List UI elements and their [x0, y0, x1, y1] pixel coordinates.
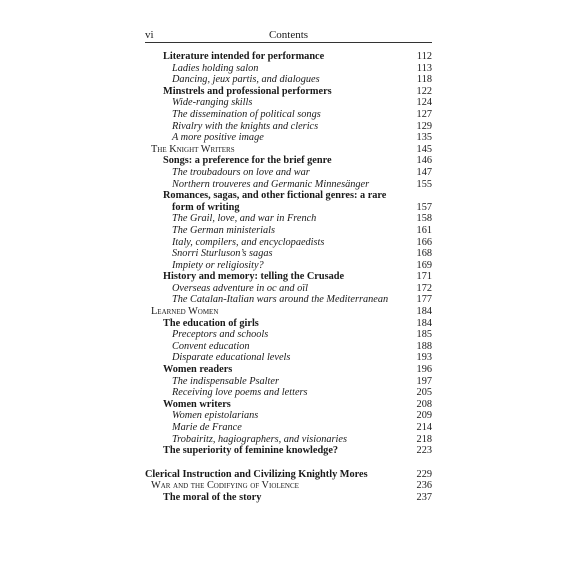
toc-entry-page: 113 — [416, 62, 432, 74]
toc-entry-title: The moral of the story — [163, 491, 262, 503]
toc-entry-title: History and memory: telling the Crusade — [163, 271, 345, 283]
toc-entry-page: 147 — [416, 166, 432, 178]
toc-entry[interactable] — [0, 202, 570, 214]
toc-entry-page: 166 — [416, 236, 432, 248]
toc-entry-page: 208 — [416, 398, 432, 410]
toc-entry[interactable] — [0, 318, 570, 330]
page-number: vi — [145, 29, 154, 41]
toc-entry-title: The German ministerials — [172, 224, 275, 236]
toc-entry-page: 229 — [416, 468, 432, 480]
toc-entry[interactable] — [0, 144, 570, 156]
toc-entry-title: Learned Women — [151, 306, 219, 318]
header-rule — [145, 42, 432, 43]
toc-entry[interactable] — [0, 225, 570, 237]
toc-entry-title: The superiority of feminine knowledge? — [163, 445, 339, 457]
toc-entry[interactable] — [0, 213, 570, 225]
running-header — [145, 28, 432, 42]
toc-entry[interactable] — [0, 294, 570, 306]
toc-entry-title: The education of girls — [163, 317, 259, 329]
toc-entry[interactable] — [0, 341, 570, 353]
toc-entry-title: Dancing, jeux partis, and dialogues — [172, 74, 320, 86]
toc-entry-title: The indispensable Psalter — [172, 375, 279, 387]
toc-entry-page: 171 — [416, 271, 432, 283]
toc-entry-title: Overseas adventure in oc and oïl — [172, 282, 309, 294]
toc-entry[interactable] — [0, 387, 570, 399]
section-gap — [0, 457, 570, 469]
toc-entry-title: Marie de France — [172, 422, 242, 433]
toc-entry-page: 169 — [416, 259, 432, 271]
toc-entry-title: The Knight Writers — [151, 143, 235, 155]
toc-entry[interactable] — [0, 410, 570, 422]
toc-entry-title: Wide-ranging skills — [172, 97, 253, 109]
toc-entry-title: Italy, compilers, and encyclopaedists — [172, 236, 325, 248]
toc-entry-page: 197 — [416, 375, 432, 387]
toc-entry-title: Ladies holding salon — [172, 62, 259, 74]
toc-entry-page: 236 — [416, 480, 432, 492]
toc-entry-title: The dissemination of political songs — [172, 108, 321, 120]
toc-entry-title: Northern trouveres and Germanic Minnesänger — [172, 178, 370, 190]
toc-entry[interactable] — [0, 132, 570, 144]
toc-entry[interactable] — [0, 445, 570, 457]
toc-entry-page: 172 — [416, 282, 432, 294]
toc-entry-page: 205 — [416, 387, 432, 399]
toc-entry-title: Minstrels and professional performers — [163, 85, 332, 97]
toc-entry[interactable] — [0, 109, 570, 121]
toc-entry-page: 223 — [416, 445, 432, 457]
toc-entry-title: form of writing — [172, 201, 240, 213]
toc-entry-page: 237 — [416, 491, 432, 503]
toc-entry-title: Romances, sagas, and other fictional genres: a rare — [163, 190, 387, 202]
toc-entry-title: Convent education — [172, 340, 250, 352]
running-title: Contents — [268, 29, 309, 41]
toc-entry-title: Receiving love poems and letters — [172, 387, 308, 399]
toc-entry[interactable] — [0, 271, 570, 283]
toc-entry-page: 124 — [416, 97, 432, 109]
toc-entry-page: 146 — [416, 155, 432, 167]
toc-entry-page: 127 — [416, 108, 432, 120]
toc-entry[interactable] — [0, 260, 570, 272]
toc-entry-page: 118 — [416, 74, 432, 86]
toc-entry[interactable] — [0, 364, 570, 376]
toc-entry-page: 145 — [416, 143, 432, 155]
toc-entry[interactable] — [0, 248, 570, 260]
table-of-contents — [0, 51, 570, 504]
toc-entry[interactable] — [0, 306, 570, 318]
toc-entry[interactable] — [0, 86, 570, 98]
toc-entry[interactable] — [0, 190, 570, 202]
toc-entry[interactable] — [0, 352, 570, 364]
toc-entry[interactable] — [0, 399, 570, 411]
toc-entry-page: 158 — [416, 213, 432, 225]
toc-entry[interactable] — [0, 167, 570, 179]
toc-entry-page: 184 — [416, 317, 432, 329]
toc-entry[interactable] — [0, 422, 570, 434]
toc-entry[interactable] — [0, 329, 570, 341]
toc-entry-title: Women epistolarians — [172, 410, 259, 422]
toc-entry[interactable] — [0, 376, 570, 388]
toc-entry-page: 168 — [416, 248, 432, 260]
toc-entry-page: 135 — [416, 132, 432, 144]
toc-entry-page: 209 — [416, 410, 432, 422]
toc-entry-page: 122 — [416, 85, 432, 97]
toc-entry-title: War and the Codifying of Violence — [151, 480, 299, 492]
toc-entry[interactable] — [0, 283, 570, 295]
toc-entry[interactable] — [0, 480, 570, 492]
toc-entry-page: 157 — [416, 201, 432, 213]
toc-entry-page: 185 — [416, 329, 432, 341]
toc-entry[interactable] — [0, 63, 570, 75]
toc-entry-title: The Grail, love, and war in French — [172, 213, 317, 225]
toc-entry-page: 177 — [416, 294, 432, 306]
toc-entry-title: Impiety or religiosity? — [172, 259, 264, 271]
toc-entry-page: 155 — [416, 178, 432, 190]
toc-entry-title: Clerical Instruction and Civilizing Knightly Mores — [145, 468, 368, 480]
toc-entry-title: Songs: a preference for the brief genre — [163, 155, 332, 167]
toc-entry[interactable] — [0, 179, 570, 191]
toc-entry[interactable] — [0, 492, 570, 504]
toc-entry-title: Rivalry with the knights and clerics — [172, 120, 319, 132]
toc-entry-page: 214 — [416, 422, 432, 433]
toc-entry-page: 218 — [416, 433, 432, 445]
toc-entry[interactable] — [0, 51, 570, 63]
toc-entry-title: The troubadours on love and war — [172, 166, 310, 178]
toc-entry-title: Preceptors and schools — [172, 329, 269, 341]
toc-entry-page: 188 — [416, 340, 432, 352]
toc-entry[interactable] — [0, 469, 570, 481]
toc-entry-page: 193 — [416, 352, 432, 364]
toc-entry-title: Women readers — [163, 364, 233, 376]
toc-entry[interactable] — [0, 74, 570, 86]
toc-entry-page: 196 — [416, 364, 432, 376]
toc-entry-page: 129 — [416, 120, 432, 132]
toc-entry[interactable] — [0, 434, 570, 446]
toc-entry-title: Women writers — [163, 398, 231, 410]
toc-entry-page: 112 — [416, 51, 432, 62]
toc-entry-title: Snorri Sturluson’s sagas — [172, 248, 273, 260]
toc-entry[interactable] — [0, 155, 570, 167]
toc-entry-title: The Catalan-Italian wars around the Mediterranean — [172, 294, 389, 306]
toc-entry[interactable] — [0, 237, 570, 249]
toc-entry[interactable] — [0, 97, 570, 109]
toc-entry-title: Literature intended for performance — [163, 51, 325, 62]
toc-entry-page: 184 — [416, 306, 432, 318]
toc-entry-title: Trobairitz, hagiographers, and visionaries — [172, 433, 347, 445]
toc-entry-page: 161 — [416, 224, 432, 236]
toc-entry-title: Disparate educational levels — [172, 352, 291, 364]
toc-entry-title: A more positive image — [172, 132, 264, 144]
toc-entry[interactable] — [0, 121, 570, 133]
